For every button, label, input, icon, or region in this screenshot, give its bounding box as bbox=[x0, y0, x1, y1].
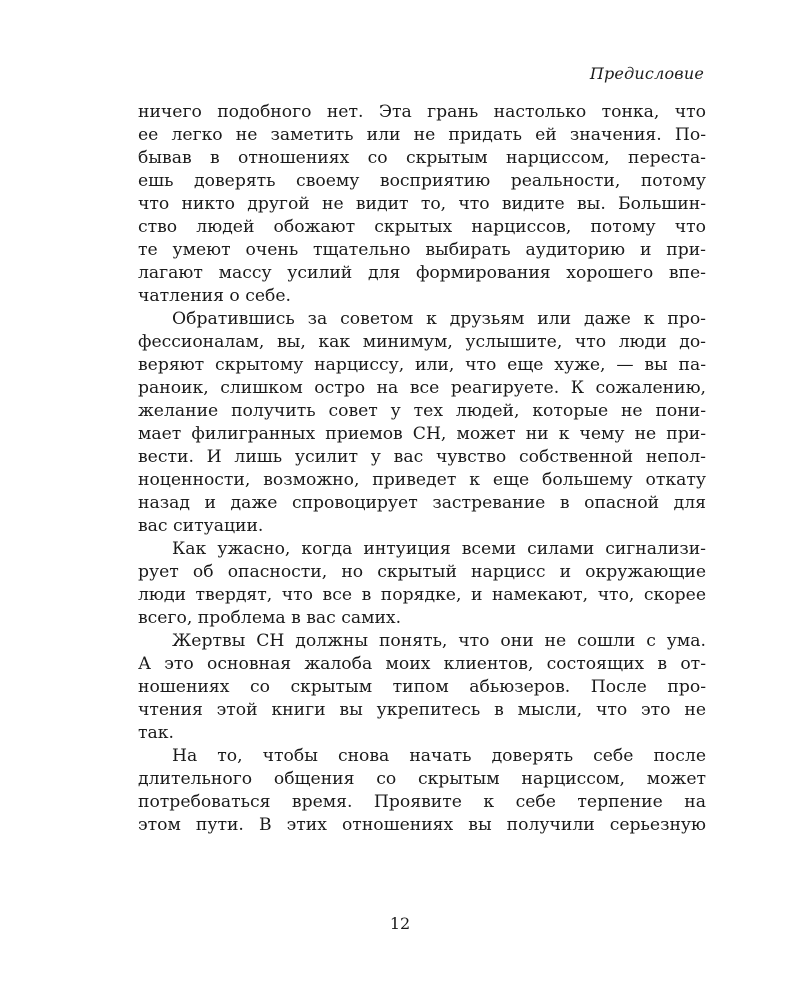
text-line: вас ситуации. bbox=[138, 516, 264, 536]
text-line: желание получить совет у тех людей, которые не пони- bbox=[138, 401, 706, 421]
text-line: ство людей обожают скрытых нарциссов, потому что bbox=[138, 217, 706, 237]
text-line: те умеют очень тщательно выбирать аудиторию и при- bbox=[138, 240, 706, 260]
text-line: Обратившись за советом к друзьям или даже к про- bbox=[172, 309, 706, 329]
text-line: что никто другой не видит то, что видите вы. Большин- bbox=[138, 194, 706, 214]
text-line: так. bbox=[138, 723, 174, 743]
text-line: Как ужасно, когда интуиция всеми силами сигнализи- bbox=[172, 539, 706, 559]
paragraph-1 bbox=[138, 101, 706, 308]
text-line: рует об опасности, но скрытый нарцисс и окружающие bbox=[138, 562, 706, 582]
text-line: бывав в отношениях со скрытым нарциссом, переста- bbox=[138, 148, 706, 168]
paragraph-2 bbox=[138, 308, 706, 538]
paragraph-5 bbox=[138, 745, 706, 837]
text-line: длительного общения со скрытым нарциссом, может bbox=[138, 769, 706, 789]
text-line: ее легко не заметить или не придать ей значения. По- bbox=[138, 125, 706, 145]
body-text bbox=[138, 101, 706, 837]
text-line: ношениях со скрытым типом абьюзеров. После про- bbox=[138, 677, 706, 697]
text-line: всего, проблема в вас самих. bbox=[138, 608, 402, 628]
text-line: мает филигранных приемов СН, может ни к чему не при- bbox=[138, 424, 706, 444]
text-line: веряют скрытому нарциссу, или, что еще хуже, — вы па- bbox=[138, 355, 706, 375]
text-line: чтения этой книги вы укрепитесь в мысли, что это не bbox=[138, 700, 706, 720]
paragraph-3 bbox=[138, 538, 706, 630]
text-line: ешь доверять своему восприятию реальности, потому bbox=[138, 171, 706, 191]
text-line: раноик, слишком остро на все реагируете. К сожалению, bbox=[138, 378, 706, 398]
text-line: ноценности, возможно, приведет к еще большему откату bbox=[138, 470, 706, 490]
running-header-title: Предисловие bbox=[589, 64, 704, 83]
text-line: лагают массу усилий для формирования хорошего впе- bbox=[138, 263, 706, 283]
page-number: 12 bbox=[389, 914, 411, 933]
text-line: назад и даже спровоцирует застревание в опасной для bbox=[138, 493, 706, 513]
text-line: вести. И лишь усилит у вас чувство собственной непол- bbox=[138, 447, 706, 467]
text-line: чатления о себе. bbox=[138, 286, 292, 306]
text-line: люди твердят, что все в порядке, и намекают, что, скорее bbox=[138, 585, 706, 605]
text-line: потребоваться время. Проявите к себе терпение на bbox=[138, 792, 706, 812]
text-line: фессионалам, вы, как минимум, услышите, что люди до- bbox=[138, 332, 706, 352]
text-line: ничего подобного нет. Эта грань настолько тонка, что bbox=[138, 102, 706, 122]
text-line: этом пути. В этих отношениях вы получили серьезную bbox=[138, 815, 706, 835]
paragraph-4 bbox=[138, 630, 706, 745]
text-line: Жертвы СН должны понять, что они не сошли с ума. bbox=[172, 631, 706, 651]
text-line: На то, чтобы снова начать доверять себе после bbox=[172, 746, 706, 766]
text-line: А это основная жалоба моих клиентов, состоящих в от- bbox=[138, 654, 706, 674]
